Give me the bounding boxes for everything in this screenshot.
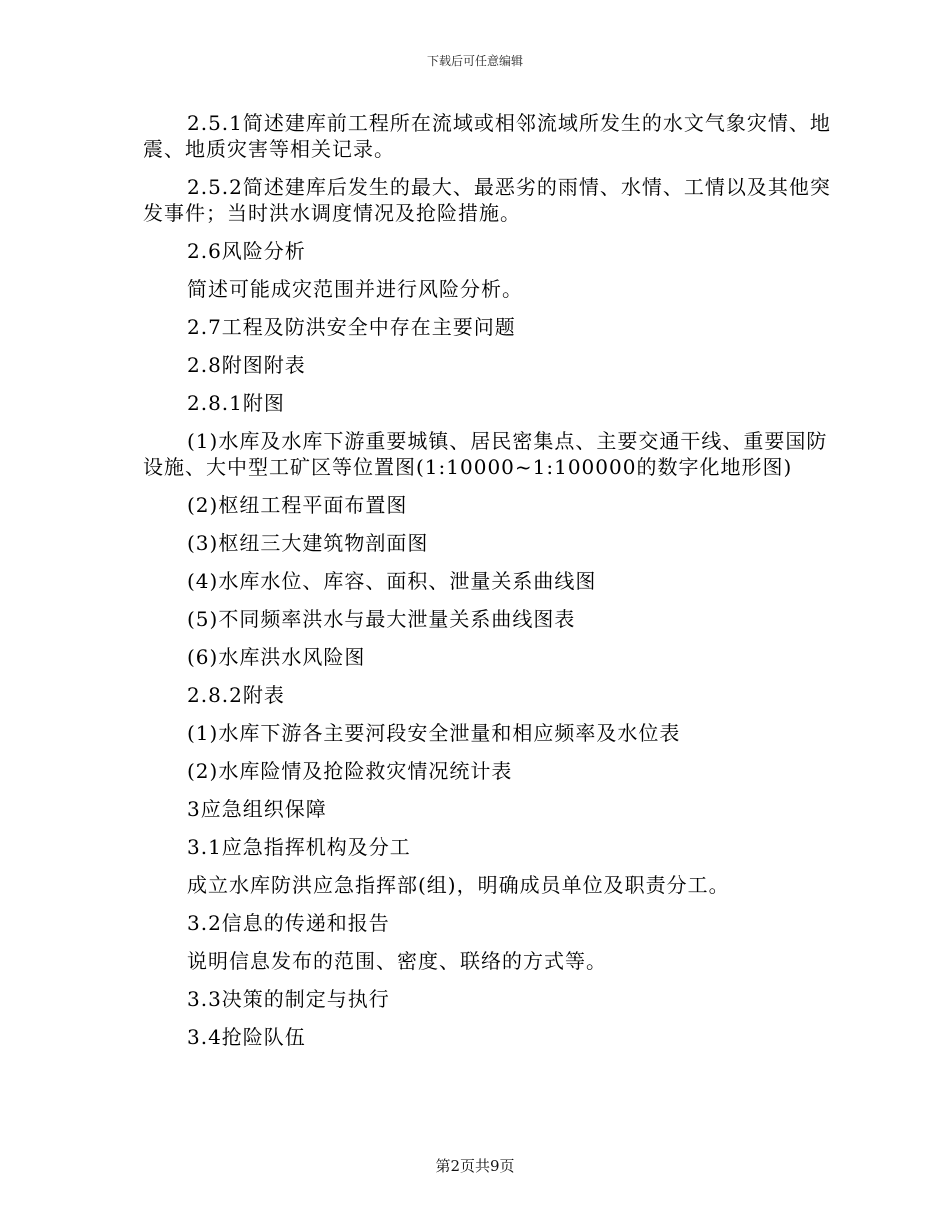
list-item-table-2: (2)水库险情及抢险救灾情况统计表 [187, 759, 513, 783]
heading-2-8: 2.8附图附表 [187, 353, 306, 377]
paragraph-information-release: 说明信息发布的范围、密度、联络的方式等。 [187, 949, 607, 973]
list-item-figure-1: (1)水库及水库下游重要城镇、居民密集点、主要交通干线、重要国防设施、大中型工矿区等位置图(1:10000~1:100000的数字化地形图) [143, 429, 828, 479]
page-number: 第2页共9页 [435, 1157, 515, 1175]
heading-3-2: 3.2信息的传递和报告 [187, 911, 390, 935]
paragraph-risk-analysis: 简述可能成灾范围并进行风险分析。 [187, 277, 523, 301]
paragraph-2-5-2: 2.5.2简述建库后发生的最大、最恶劣的雨情、水情、工情以及其他突发事件；当时洪水调度情况及抢险措施。 [143, 175, 831, 225]
paragraph-2-5-1: 2.5.1简述建库前工程所在流域或相邻流域所发生的水文气象灾情、地震、地质灾害等相关记录。 [143, 111, 831, 161]
list-item-table-1: (1)水库下游各主要河段安全泄量和相应频率及水位表 [187, 721, 681, 745]
list-item-figure-3: (3)枢纽三大建筑物剖面图 [187, 531, 429, 555]
heading-2-6: 2.6风险分析 [187, 239, 306, 263]
paragraph-command-structure: 成立水库防洪应急指挥部(组)，明确成员单位及职责分工。 [187, 873, 730, 897]
heading-3-4: 3.4抢险队伍 [187, 1025, 306, 1049]
heading-3: 3应急组织保障 [187, 797, 327, 821]
document-body [143, 110, 833, 1062]
heading-2-7: 2.7工程及防洪安全中存在主要问题 [187, 315, 516, 339]
heading-3-3: 3.3决策的制定与执行 [187, 987, 390, 1011]
heading-3-1: 3.1应急指挥机构及分工 [187, 835, 411, 859]
page-header-note: 下载后可任意编辑 [426, 54, 523, 68]
list-item-figure-4: (4)水库水位、库容、面积、泄量关系曲线图 [187, 569, 597, 593]
list-item-figure-6: (6)水库洪水风险图 [187, 645, 366, 669]
list-item-figure-5: (5)不同频率洪水与最大泄量关系曲线图表 [187, 607, 576, 631]
heading-2-8-2: 2.8.2附表 [187, 683, 285, 707]
list-item-figure-2: (2)枢纽工程平面布置图 [187, 493, 408, 517]
heading-2-8-1: 2.8.1附图 [187, 391, 285, 415]
